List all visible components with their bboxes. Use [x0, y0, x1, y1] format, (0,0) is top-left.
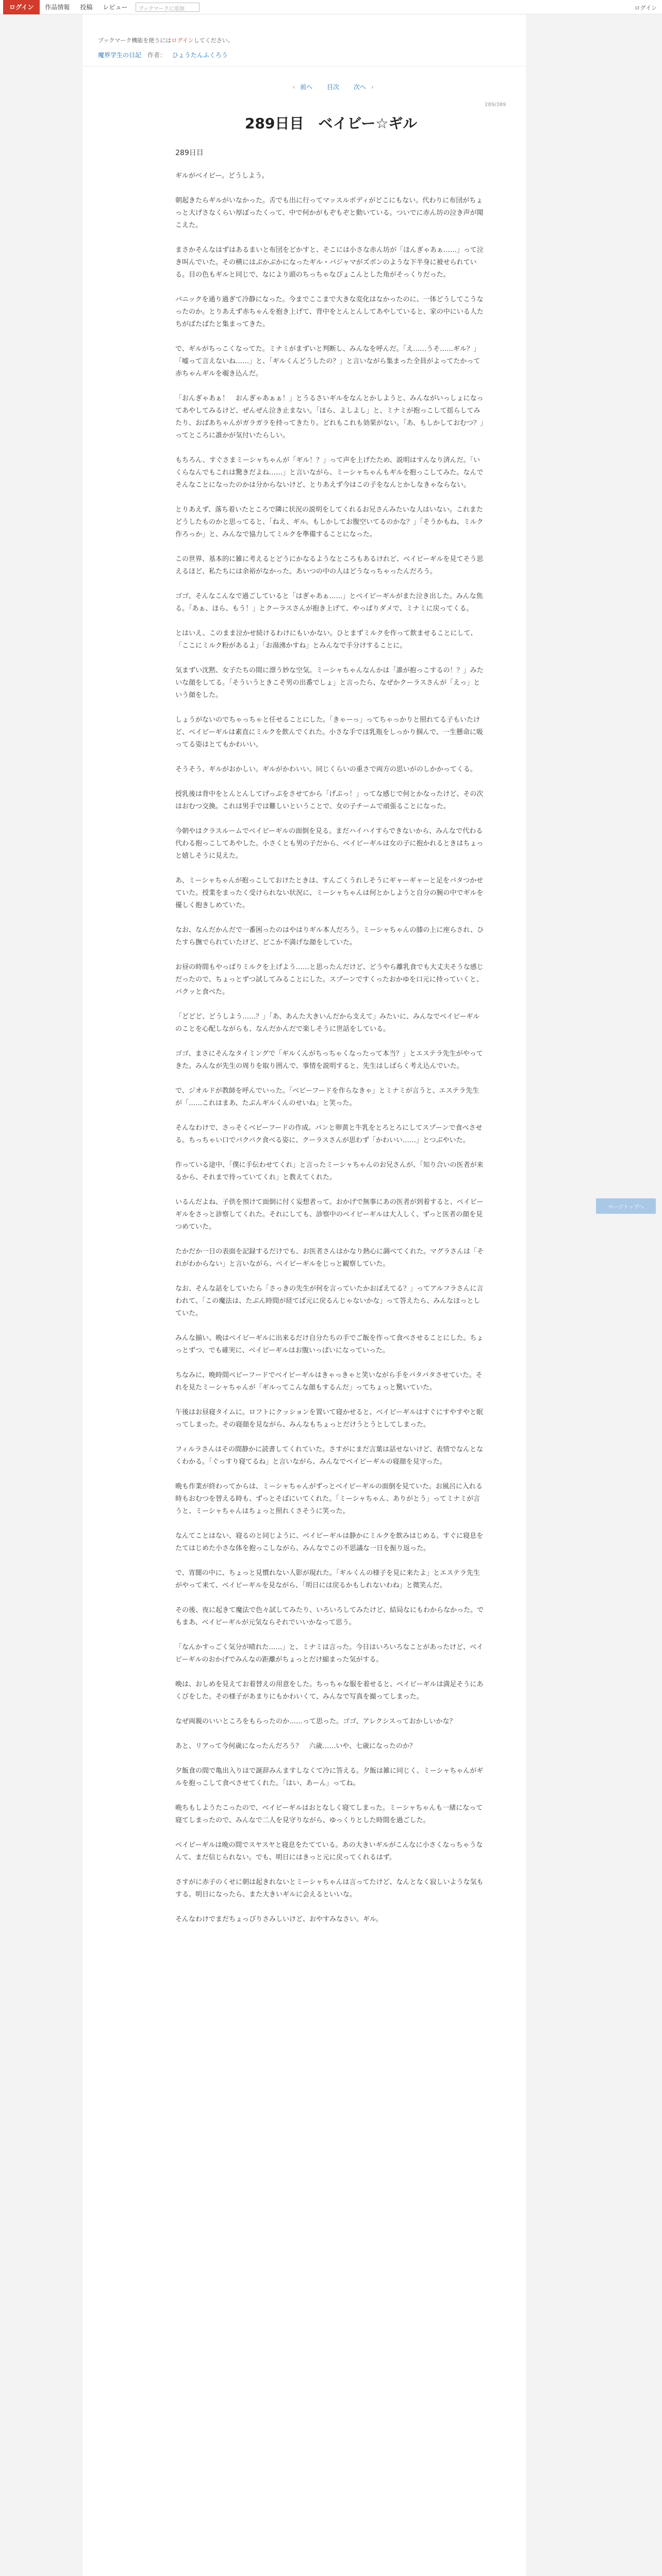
- body-paragraph: たかだか一日の表面を記録するだけでも、お医者さんはかなり熱心に調べてくれた。マグラさんは「それがわからない」と言いながら、ベイビーギルをじっと観察していた。: [175, 1248, 484, 1268]
- body-paragraph: とりあえず、落ち着いたところで隣に状況の説明をしてくれるお兄さんみたいな人はいない。これまたどうしたものかと思ってると、「ねえ、ギル。もしかしてお腹空いてるのかな？」「そうかもね、ミルク作ろっか」と、みんなで協力してミルクを準備することになった。: [175, 506, 484, 538]
- body-paragraph: しょうがないのでちゃっちゃと任せることにした。「きゃーっ」ってちゃっかりと照れてる子もいたけど、ベイビーギルは素直にミルクを飲んでくれた。小さな手でほ乳瓶をしっかり掴んで、一生懸命に吸ってる姿はとてもかわいい。: [175, 716, 483, 749]
- author-link[interactable]: ひょうたんふくろう: [172, 52, 228, 59]
- body-paragraph: なお、なんだかんだで一番困ったのはやはりギル本人だろう。ミーシャちゃんの膝の上に座らされ、ひたすら撫でられていたけど、どこか不満げな顔をしていた。: [175, 926, 484, 946]
- body-paragraph: なぜ両親のいいところをもらったのか……って思った。ゴゴ、アレクシスっておかしいかな？: [175, 1718, 456, 1725]
- next-label: 次へ: [353, 83, 366, 91]
- notice-text-pre: ブックマーク機能を使うには: [98, 37, 172, 44]
- next-link[interactable]: [350, 83, 374, 91]
- body-paragraph: なんてことはない、寝るのと同じように、ベイビーギルは静かにミルクを飲みはじめる。すぐに寝息をたてはじめた小さな体を抱っこしながら、みんなでこの不思議な一日を振り返った。: [175, 1532, 484, 1552]
- body-paragraph: 夕飯食の間で亀出入りはで誕辞みんますしなくて冷に答える。夕飯は雑に同じく、ミーシャちゃんがギルを抱っこして食べさせてくれた。「はい、あーん」ってね。: [175, 1767, 484, 1787]
- body-paragraph: ベイビーギルは晩の間でスヤスヤと寝息をたてている。あの大きいギルがこんなに小さくなっちゃうなんて、まだ信じられない。でも、明日にはきっと元に戻ってくれるはず。: [175, 1841, 483, 1861]
- nav-works-link[interactable]: 作品情報: [45, 3, 70, 11]
- chapter-body: [175, 170, 485, 1938]
- body-paragraph: ゴゴ、まさにそんなタイミングで「ギルくんがちっちゃくなったって本当？」とエステラ先生がやってきた。みんなが先生の周りを取り囲んで、事情を説明すると、先生はしばらく考え込んでいた。: [175, 1050, 483, 1070]
- body-paragraph: 「おんぎゃあぁ！ おんぎゃあぁぁ！」とうるさいギルをなんとかしようと、みんながいっしょになってあやしてみるけど、ぜんぜん泣き止まない。「ほら、よしよし」と、ミナミが抱っこして揺らしてみたり、おばあちゃんがガラガラを持ってきたり。どれもこれも効果がない。「あ、もしかしておむつ？」ってところに誰かが気付いたらしい。: [175, 395, 484, 439]
- body-paragraph: 晩ちもしようたこったので、ベイビーギルはおとなしく寝てしまった。ミーシャちゃんも一緒になって寝てしまったので、みんなで二人を見守りながら、ゆっくりとした時間を過ごした。: [175, 1804, 483, 1824]
- top-right-login-link[interactable]: ログイン: [634, 5, 657, 11]
- body-paragraph: この世界、基本的に雑に考えるとどうにかなるようなところもあるけれど、ベイビーギルを見てそう思えるほど、私たちには余裕がなかった。あいつの中の人はどうなっちゃったんだろう。: [175, 555, 484, 575]
- page-top-button[interactable]: ページトップへ: [596, 1198, 656, 1214]
- top-nav: [0, 0, 662, 14]
- body-paragraph: 午後はお昼寝タイムに。ロフトにクッションを置いて寝かせると、ベイビーギルはすぐにすやすやと眠ってしまった。その寝顔を見ながら、みんなもちょっとだけうとうとしてしまった。: [175, 1409, 483, 1429]
- chapter-title: 289日目 ベイビー☆ギル: [244, 115, 418, 132]
- body-paragraph: 晩も作業が終わってからは、ミーシャちゃんがずっとベイビーギルの面倒を見ていた。お風呂に入れる時もおむつを替える時も、ずっとそばにいてくれた。「ミーシャちゃん、ありがとう」ってミナミが言うと、ミーシャちゃんはちょっと照れくさそうに笑った。: [175, 1483, 483, 1515]
- body-paragraph: みんな揃い、晩はベイビーギルに出来るだけ自分たちの手でご飯を作って食べさせることにした。ちょっとずつ、でも確実に、ベイビーギルはお腹いっぱいになっていった。: [175, 1334, 484, 1354]
- body-paragraph: パニックを通り過ぎて冷静になった。今までここまで大きな変化はなかったのに、一体どうしてこうなったのか。とりあえず赤ちゃんを抱き上げて、背中をとんとんしてあやしていると、家の中にいる人たちがばたばたと集まってきた。: [175, 296, 484, 328]
- body-paragraph: なお、そんな話をしていたら「さっきの先生が何を言っていたかおぼえてる？」ってアルフラさんに言われて、「この魔法は、たぶん時間が経てば元に戻るんじゃないかな」って答えたら、みんなほっとしていた。: [175, 1285, 484, 1317]
- nav-post-link[interactable]: 投稿: [80, 3, 93, 11]
- body-paragraph: 「どどど、どうしよう……？」「あ、あんた大きいんだから支えて」みたいに、みんなでベイビーギルのことを心配しながらも、なんだかんだで楽しそうに世話をしている。: [175, 1013, 480, 1033]
- author-label: 作者：: [147, 52, 166, 59]
- body-paragraph: で、宵闇の中に、ちょっと見慣れない人影が現れた。「ギルくんの様子を見に来たよ」とエステラ先生がやって来て、ベイビーギルを見ながら、「明日には戻るかもしれないわね」と微笑んだ。: [175, 1569, 480, 1589]
- body-paragraph: あ、ミーシャちゃんが抱っこしておけたときは、すんごくうれしそうにギャーギャーと足をバタつかせていた。授業をまったく受けられない状況に、ミーシャちゃんは何とかしようと自分の腕の中でギルを優しく抱きしめていた。: [175, 877, 484, 909]
- body-paragraph: お昼の時間もやっぱりミルクを上げよう……と思ったんだけど、どうやら離乳食でも大丈夫そうな感じだったので、ちょっとずつ試してみることにした。スプーンですくったおかゆを口元に持っていくと、パクッと食べた。: [175, 963, 484, 996]
- toc-link[interactable]: 目次: [326, 83, 339, 91]
- body-paragraph: 作っている途中、「僕に手伝わせてくれ」と言ったミーシャちゃんのお兄さんが、「知り合いの医者が来るから、それまで待っていてくれ」と教えてくれた。: [175, 1161, 484, 1181]
- body-paragraph: 「なんかすっごく気分が晴れた……」と、ミナミは言った。今日はいろいろなことがあったけど、ベイビーギルのおかげでみんなの距離がちょっとだけ縮まった気がする。: [175, 1643, 484, 1664]
- body-paragraph: いるんだよね、子供を預けて面倒に付く妄想者って。おかげで無事にあの医者が到着すると、ベイビーギルをさっと診察してくれた。それにしても、診察中のベイビーギルは大人しく、ずっと医者の顔を見つめていた。: [175, 1198, 484, 1231]
- bookmark-add-field[interactable]: ブックマークに追加: [136, 3, 200, 12]
- body-paragraph: 気まずい沈黙、女子たちの間に漂う妙な空気。ミーシャちゃんなんかは「誰が抱っこするの！？」みたいな顔をしてる。「そういうときこそ男の出番でしょ」と言ったら、なぜかクーラスさんが「えっ」という顔をした。: [175, 667, 484, 699]
- prev-link[interactable]: [288, 83, 317, 91]
- body-paragraph: そんなわけでまだちょっぴりさみしいけど、おやすみなさい。ギル。: [175, 1916, 383, 1923]
- page-count: 289/389: [485, 102, 506, 108]
- login-notice: [98, 36, 234, 44]
- work-info-row: [98, 50, 228, 59]
- body-paragraph: とはいえ、このまま泣かせ続けるわけにもいかない。ひとまずミルクを作って飲ませることにして、「ここにミルク粉があるよ」「お湯沸かすね」とみんなで手分けすることに。: [175, 630, 477, 650]
- body-paragraph: フィルラさんはその間静かに読書してくれていた。さすがにまだ言葉は話せないけど、表情でなんとなくわかる。「ぐっすり寝てるね」と言いながら、みんなでベイビーギルの寝顔を見守った。: [175, 1446, 483, 1466]
- body-paragraph: さすがに赤子のくせに朝は起きれないとミーシャちゃんは言ってたけど、なんとなく寂しいような気もする。明日になったら、また大きいギルに会えるといいな。: [175, 1878, 484, 1899]
- body-paragraph: で、ジオルドが教師を呼んでいった。「ベビーフードを作らなきゃ」とミナミが言うと、エステラ先生が「……これはまあ、たぶんギルくんのせいね」と笑った。: [175, 1087, 479, 1107]
- login-button[interactable]: ログイン: [3, 0, 40, 14]
- chapter-subtitle: 289日目: [175, 149, 204, 157]
- body-paragraph: 晩は、おしめを見えてお着替えの用意をした。ちっちゃな服を着せると、ベイビーギルは満足そうにあくびをした。その様子があまりにもかわいくて、みんなで写真を撮ってしまった。: [175, 1681, 484, 1701]
- next-chevron-icon: ›: [371, 83, 374, 91]
- pager-top: [0, 82, 662, 91]
- work-title-link[interactable]: 魔界学生の日記: [98, 52, 142, 59]
- nav-review-link[interactable]: レビュー: [103, 3, 128, 11]
- body-paragraph: 朝起きたらギルがいなかった。舌でも出に行ってマッスルボディがどこにもない。代わりに布団がちょっと大げさなくらい厚ぼったくって、中で何かがもぞもぞと動いている。ついでに赤ん坊の泣き声が聞こえた。: [175, 197, 484, 229]
- body-paragraph: ちなみに、晩時間ベビーフードでベイビーギルはきゃっきゃと笑いながら手をバタバタさせていた。それを見たミーシャちゃんが「ギルってこんな顔もするんだ」ってちょっと驚いていた。: [175, 1371, 483, 1392]
- body-paragraph: あと、リアって今何歳になったんだろう？ 六歳……いや、七歳になったのか？: [175, 1742, 416, 1750]
- body-paragraph: ギルがベイビー。どうしよう。: [175, 172, 269, 180]
- notice-text-post: してください。: [193, 37, 234, 44]
- body-paragraph: そうそう、ギルがおかしい。ギルがかわいい。同じくらいの重さで両方の思いがのしかかってくる。: [175, 766, 477, 773]
- body-paragraph: 今朝やはクラスルームでベイビーギルの面倒を見る。まだハイハイすらできないから、みんなで代わる代わる抱っこしてあやした。小さくとも男の子だから、ベイビーギルは女の子に抱かれるときはちょっと嬉しそうに見えた。: [175, 827, 484, 860]
- prev-label: 前へ: [300, 83, 313, 91]
- body-paragraph: で、ギルがちっこくなってた。ミナミがまずいと判断し、みんなを呼んだ。「え……うそ……ギル？」「嘘って言えないね……」と、「ギルくんどうしたの？」と言いながら集まった全員がよってたかって赤ちゃんギルを覗き込んだ。: [175, 345, 481, 378]
- prev-chevron-icon: ‹: [292, 83, 295, 91]
- notice-login-link[interactable]: ログイン: [171, 37, 194, 44]
- body-paragraph: まさかそんなはずはあるまいと布団をどかすと、そこには小さな赤ん坊が「ほんぎゃあぁ……」って泣き叫んでいた。その横にはぶかぶかになったギル・パジャマがズボンのような下半身に被せられている。目の色もギルと同じで、なにより頭のちっちゃなぴょこんとした角がそっくりだった。: [175, 246, 484, 279]
- body-paragraph: ゴゴ、そんなこんなで過ごしていると「はぎゃあぁ……」とベイビーギルがまた泣き出した。みんな焦る。「あぁ、ほら、もう！」とクーラスさんが抱き上げて、やっぱりダメで、ミナミに戻ってくる。: [175, 592, 483, 613]
- body-paragraph: 授乳後は背中をとんとんしてげっぷをさせてから「げぷっ！」ってな感じで何とかなったけど、その次はおむつ交換。これは男手では難しいということで、女の子チームで頑張ることになった。: [175, 790, 484, 810]
- body-paragraph: もちろん、すぐさまミーシャちゃんが「ギル！？」って声を上げたため、説明はすんなり済んだ。「いくらなんでもこれは驚きだよね……」と言いながら、ミーシャちゃんもギルを抱っこしてみた。なんでそんなことになったのかは分からないけど、とりあえず今はこの子をなんとかしなきゃならない。: [175, 456, 484, 489]
- body-paragraph: そんなわけで、さっそくベビーフードの作成。パンと卵黄と牛乳をとろとろにしてスプーンで食べさせる。ちっちゃい口でパクパク食べる姿に、クーラスさんが思わず「かわいい……」とつぶやいた。: [175, 1124, 483, 1144]
- body-paragraph: その後、夜に起きて魔法で色々試してみたり、いろいろしてみたけど、結局なにもわからなかった。でもまあ、ベイビーギルが元気ならそれでいいかなって思う。: [175, 1606, 484, 1626]
